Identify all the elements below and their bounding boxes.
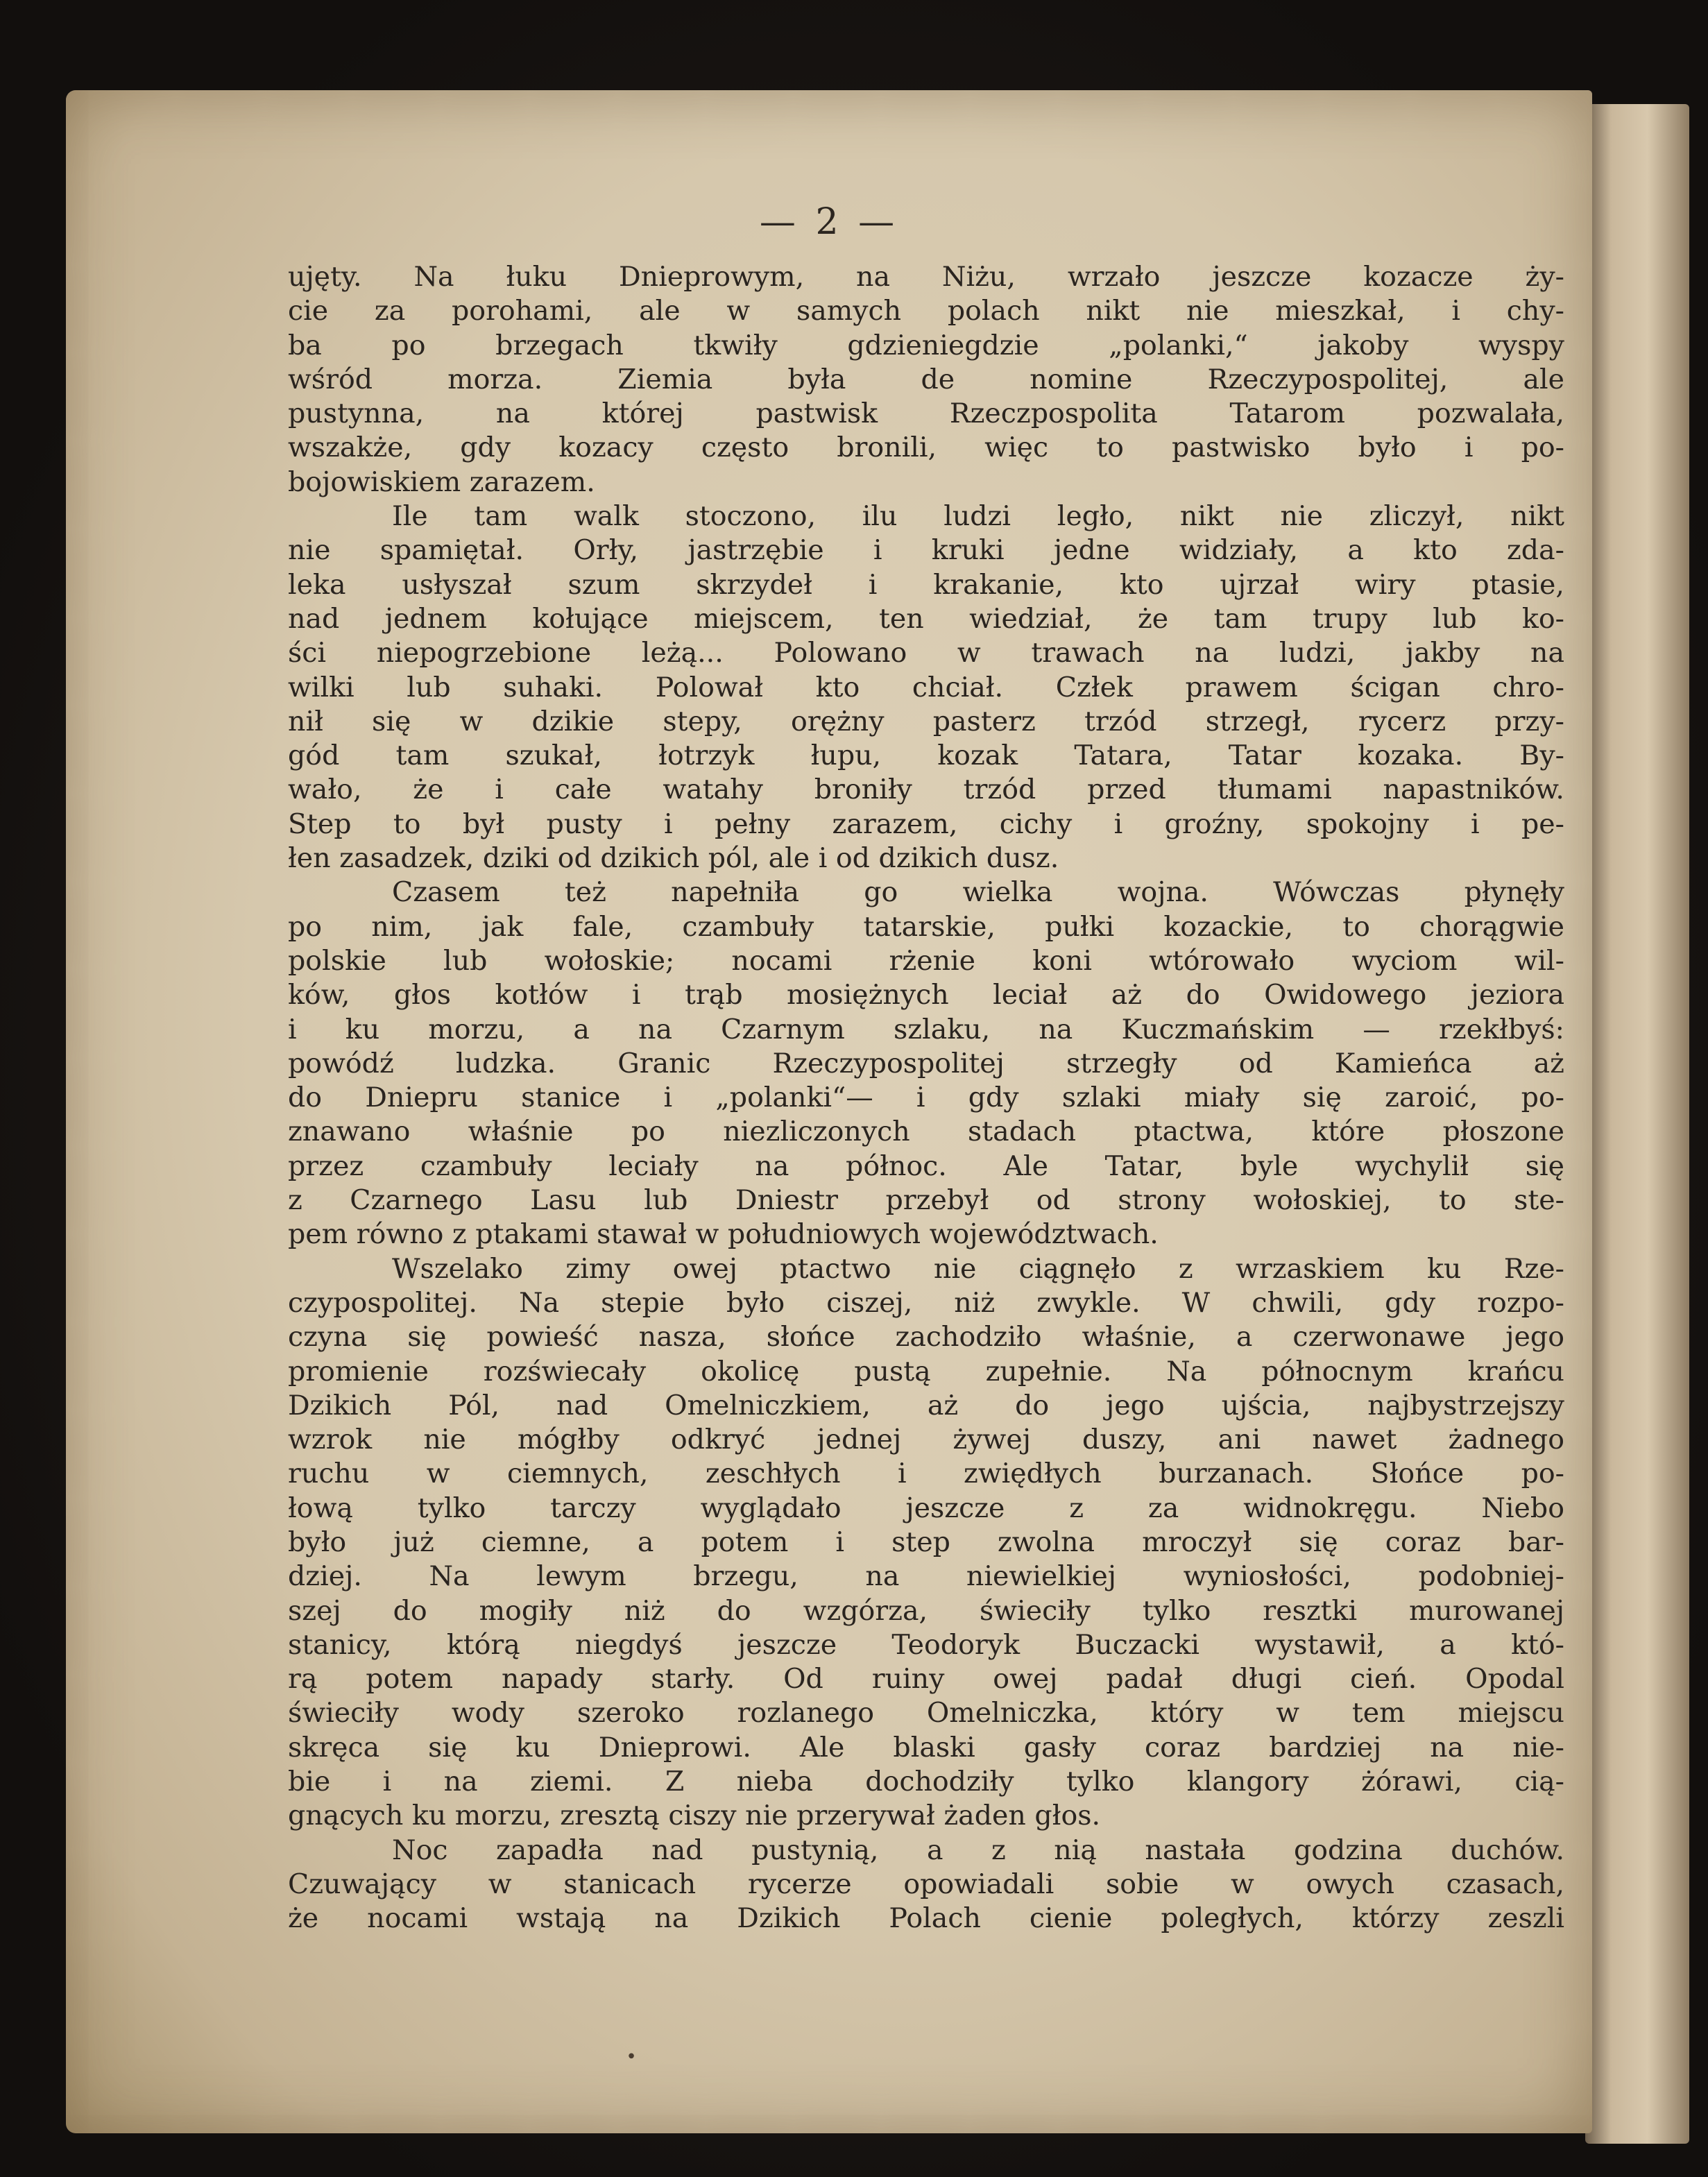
text-line: wało, że i całe watahy broniły trzód przed tłumami napastników.	[288, 774, 1564, 806]
text-line: nie spamiętał. Orły, jastrzębie i kruki jedne widziały, a kto zda-	[288, 534, 1564, 567]
next-page-edge	[1585, 104, 1689, 2144]
text-line: promienie rozświecały okolicę pustą zupełnie. Na północnym krańcu	[288, 1355, 1564, 1388]
text-line: polskie lub wołoskie; nocami rżenie koni wtórowało wyciom wil-	[288, 944, 1564, 977]
text-line: skręca się ku Dnieprowi. Ale blaski gasły coraz bardziej na nie-	[288, 1731, 1564, 1764]
text-line: Wszelako zimy owej ptactwo nie ciągnęło z wrzaskiem ku Rze-	[392, 1252, 1564, 1285]
text-line: Ile tam walk stoczono, ilu ludzi legło, nikt nie zliczył, nikt	[392, 500, 1564, 533]
text-line: wśród morza. Ziemia była de nomine Rzeczypospolitej, ale	[288, 363, 1564, 395]
text-line: pustynna, na której pastwisk Rzeczpospolita Tatarom pozwalała,	[288, 398, 1564, 430]
text-line: nił się w dzikie stepy, orężny pasterz trzód strzegł, rycerz przy-	[288, 705, 1564, 737]
text-line: czypospolitej. Na stepie było ciszej, niż zwykle. W chwili, gdy rozpo-	[288, 1286, 1564, 1319]
text-line: ści niepogrzebione leżą... Polowano w trawach na ludzi, jakby na	[288, 637, 1564, 669]
text-line: znawano właśnie po niezliczonych stadach ptactwa, które płoszone	[288, 1116, 1564, 1148]
text-line: gnących ku morzu, zresztą ciszy nie przerywał żaden głos.	[288, 1800, 1101, 1832]
text-line: łową tylko tarczy wyglądało jeszcze z za widnokręgu. Niebo	[288, 1492, 1564, 1524]
text-line: i ku morzu, a na Czarnym szlaku, na Kuczmańskim — rzekłbyś:	[288, 1013, 1564, 1045]
text-line: Noc zapadła nad pustynią, a z nią nastała godzina duchów.	[392, 1834, 1564, 1866]
text-line: Dzikich Pól, nad Omelniczkiem, aż do jego ujścia, najbystrzejszy	[288, 1389, 1564, 1422]
paper-spot: •	[626, 2047, 637, 2067]
text-line: ba po brzegach tkwiły gdzieniegdzie „polanki,“ jakoby wyspy	[288, 329, 1564, 361]
text-line: było już ciemne, a potem i step zwolna mroczył się coraz bar-	[288, 1526, 1564, 1558]
text-line: wilki lub suhaki. Polował kto chciał. Człek prawem ścigan chro-	[288, 671, 1564, 703]
text-line: rą potem napady starły. Od ruiny owej padał długi cień. Opodal	[288, 1663, 1564, 1696]
text-line: ujęty. Na łuku Dnieprowym, na Niżu, wrzało jeszcze kozacze ży-	[288, 261, 1564, 293]
text-line: że nocami wstają na Dzikich Polach cienie poległych, którzy zeszli	[288, 1902, 1564, 1935]
text-line: czyna się powieść nasza, słońce zachodziło właśnie, a czerwonawe jego	[288, 1321, 1564, 1354]
text-line: dziej. Na lewym brzegu, na niewielkiej wyniosłości, podobniej-	[288, 1560, 1564, 1593]
text-line: gód tam szukał, łotrzyk łupu, kozak Tatara, Tatar kozaka. By-	[288, 740, 1564, 772]
text-line: szej do mogiły niż do wzgórza, świeciły tylko resztki murowanej	[288, 1594, 1564, 1627]
page-number: — 2 —	[759, 201, 899, 243]
text-line: stanicy, którą niegdyś jeszcze Teodoryk Buczacki wystawił, a któ-	[288, 1628, 1564, 1661]
text-line: bie i na ziemi. Z nieba dochodziły tylko klangory żórawi, cią-	[288, 1766, 1564, 1798]
text-line: pem równo z ptakami stawał w południowych województwach.	[288, 1218, 1159, 1251]
text-line: leka usłyszał szum skrzydeł i krakanie, kto ujrzał wiry ptasie,	[288, 568, 1564, 601]
text-line: z Czarnego Lasu lub Dniestr przebył od strony wołoskiej, to ste-	[288, 1184, 1564, 1217]
text-line: Czuwający w stanicach rycerze opowiadali sobie w owych czasach,	[288, 1868, 1564, 1900]
body-text	[288, 260, 1564, 1936]
text-line: do Dniepru stanice i „polanki“— i gdy szlaki miały się zaroić, po-	[288, 1082, 1564, 1114]
text-line: cie za porohami, ale w samych polach nikt nie mieszkał, i chy-	[288, 295, 1564, 327]
text-line: nad jednem kołujące miejscem, ten wiedział, że tam trupy lub ko-	[288, 602, 1564, 635]
text-line: powódź ludzka. Granic Rzeczypospolitej strzegły od Kamieńca aż	[288, 1047, 1564, 1079]
text-line: świeciły wody szeroko rozlanego Omelniczka, który w tem miejscu	[288, 1697, 1564, 1730]
book-page	[66, 90, 1592, 2133]
text-line: Czasem też napełniła go wielka wojna. Wówczas płynęły	[392, 876, 1564, 909]
text-line: bojowiskiem zarazem.	[288, 466, 595, 498]
text-line: wszakże, gdy kozacy często bronili, więc to pastwisko było i po-	[288, 432, 1564, 464]
text-line: po nim, jak fale, czambuły tatarskie, pułki kozackie, to chorągwie	[288, 910, 1564, 943]
text-line: ków, głos kotłów i trąb mosiężnych leciał aż do Owidowego jeziora	[288, 979, 1564, 1011]
text-line: Step to był pusty i pełny zarazem, cichy i groźny, spokojny i pe-	[288, 808, 1564, 840]
text-line: ruchu w ciemnych, zeschłych i zwiędłych burzanach. Słońce po-	[288, 1458, 1564, 1490]
text-line: przez czambuły leciały na północ. Ale Tatar, byle wychylił się	[288, 1150, 1564, 1182]
text-line: wzrok nie mógłby odkryć jednej żywej duszy, ani nawet żadnego	[288, 1424, 1564, 1456]
text-line: łen zasadzek, dziki od dzikich pól, ale i od dzikich dusz.	[288, 842, 1059, 875]
